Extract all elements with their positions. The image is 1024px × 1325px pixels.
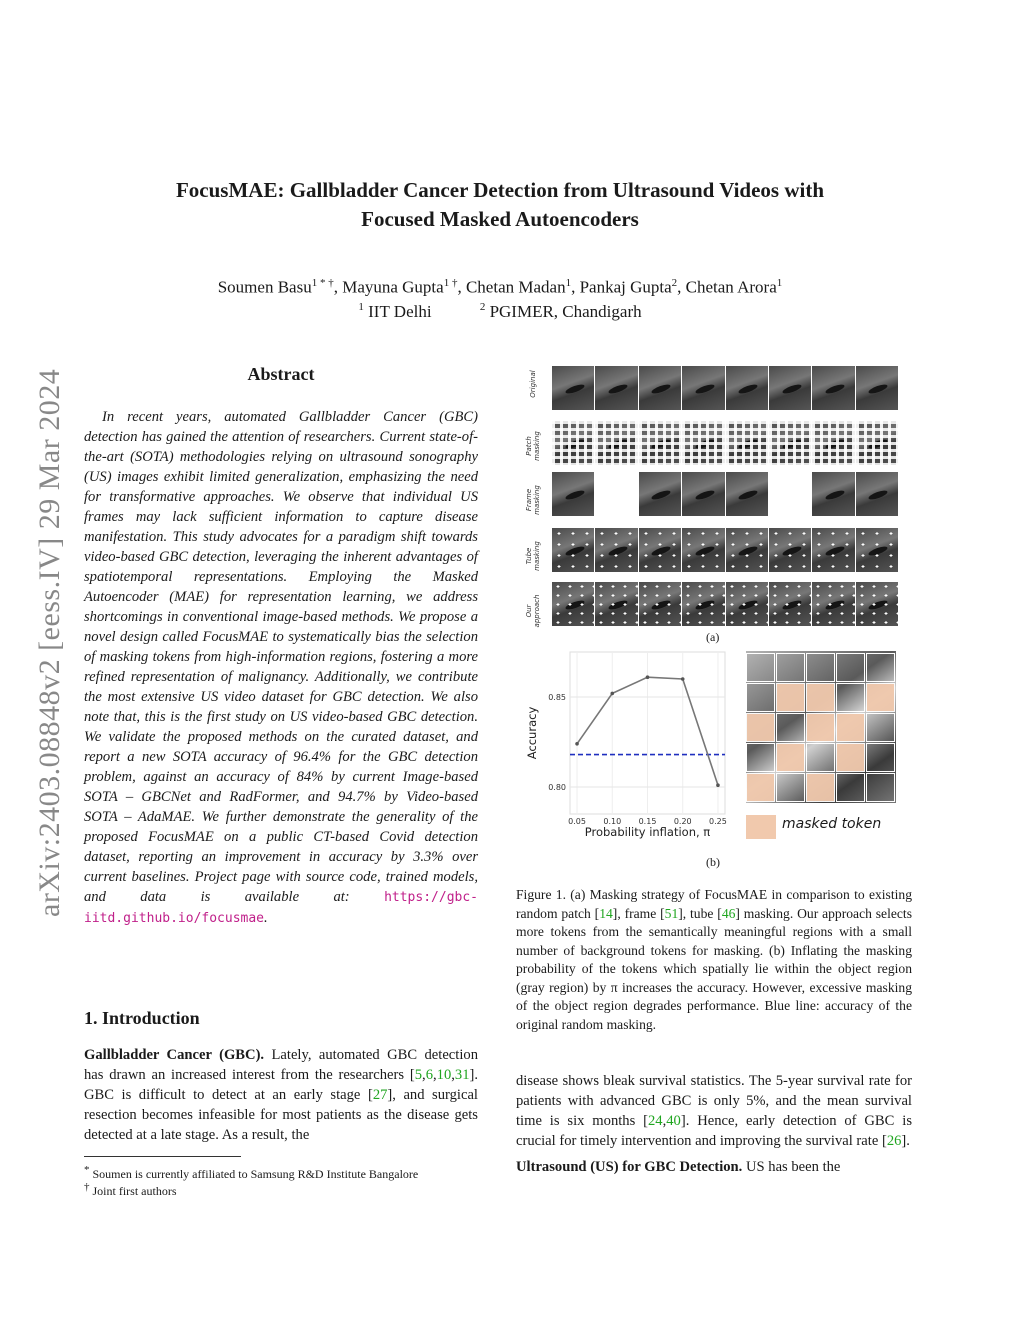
x-tick-label: 0.10: [603, 817, 622, 826]
citation-link[interactable]: 14: [599, 905, 613, 921]
abstract-body: [84, 407, 478, 929]
strip-label: Our approach: [525, 594, 541, 628]
intro-text: ]. Hence, early detection of GBC is crucial for timely intervention and improving the survival rate [: [516, 1113, 912, 1149]
title-line-1: FocusMAE: Gallbladder Cancer Detection from Ultrasound Videos with: [175, 178, 825, 202]
data-point: [681, 677, 685, 681]
title-line-2: Focused Masked Autoencoders: [361, 207, 639, 231]
frame-strip-original: [552, 366, 898, 410]
intro-text: disease shows bleak survival statistics. The 5-year survival rate for patients with advanced GBC is only 5%, and the mean survival time is six months [: [516, 1073, 912, 1129]
intro-text: ], and surgical resection becomes infeasible for most patients as the disease gets detected at a late stage. As a result, the: [84, 1087, 478, 1143]
strip-label: Patch masking: [525, 431, 541, 461]
author-sup: 1 †: [443, 277, 458, 289]
intro-paragraph: Gallbladder Cancer (GBC). Lately, automated GBC detection has drawn an increased interest from the researchers [5,6,10,31]. GBC is difficult to detect at an early stage [27], and surgical resection becomes infeasible for most patients as the disease gets detected at a late stage. As a result, the: [84, 1047, 478, 1143]
section-heading: 1. Introduction: [84, 1008, 200, 1028]
author-sup: 1: [565, 277, 572, 289]
author-name: Mayuna Gupta: [342, 277, 444, 297]
citation-link[interactable]: 6: [425, 1067, 433, 1083]
subfigure-label-b: (b): [706, 855, 720, 869]
data-point: [716, 783, 720, 787]
citation-link[interactable]: 51: [664, 905, 679, 921]
citation-link[interactable]: 24: [648, 1113, 663, 1129]
strip-label: Tube masking: [525, 541, 541, 571]
masked-token-cell: [806, 773, 835, 802]
author-name: Chetan Madan: [465, 277, 566, 297]
affiliation: [480, 296, 642, 323]
x-tick-label: 0.05: [568, 817, 586, 826]
token-cell: [746, 653, 775, 682]
x-tick-label: 0.25: [709, 817, 727, 826]
token-cell: [746, 683, 775, 712]
caption-text: Figure 1. (a) Masking strategy of FocusMAE in comparison to existing random patch [: [516, 887, 912, 921]
legend-label: masked token: [782, 816, 882, 832]
caption-text: ] masking. Our approach selects more tokens from the semantically meaningful regions with a small number of background tokens for masking. (b) Inflating the masking probability of the tokens which spatially lie within the object region (gray region) by π increases the accuracy. However, excessive masking of the object region degrades performance. Blue line: accuracy of the original random masking.: [516, 905, 912, 1032]
arxiv-identifier: arXiv:2403.08848v2 [eess.IV] 29 Mar 2024: [33, 368, 66, 917]
frame-strip-ours: [552, 582, 898, 626]
x-axis-label: Probability inflation, π: [584, 825, 711, 839]
token-cell: [776, 713, 805, 742]
footnote: [84, 1179, 177, 1199]
token-cell: [806, 743, 835, 772]
legend-swatch: [746, 815, 776, 839]
author-sup: 1: [776, 277, 783, 289]
abstract-end: .: [264, 910, 268, 926]
citation-link[interactable]: 46: [721, 905, 736, 921]
subfigure-label-a: (a): [706, 630, 720, 644]
masked-token-cell: [746, 713, 775, 742]
author-name: Soumen Basu: [217, 277, 312, 297]
token-cell: [806, 653, 835, 682]
abstract-text: In recent years, automated Gallbladder Cancer (GBC) detection has gained the attention of researchers. Current state-of-the-art (SOTA) methodologies relying on ultrasound sonography (US) images exhibit limited generalization, emphasizing the need for transformative approaches. We observe that individual US frames may lack sufficient information to capture disease manifestation. This study advocates for a paradigm shift towards video-based GBC detection, leveraging the inherent advantages of spatiotemporal representations. Employing the Masked Autoencoder (MAE) for representation learning, we address shortcomings in conventional image-based methods. We propose a novel design called FocusMAE to systematically bias the selection of masking tokens from high-information regions, fostering a more refined representation of malignancy. Additionally, we contribute the most extensive US video dataset for GBC detection. We also note that, this is the first study on US video-based GBC detection. We validate the proposed methods on the curated dataset, and report a new SOTA accuracy of 96.4% for the GBC detection problem, against an accuracy of 84% by current Image-based SOTA – GBCNet and RadFormer, and 94.7% by Video-based SOTA – AdaMAE. We further demonstrate the generality of the proposed FocusMAE on a public CT-based Covid detection dataset, reporting an improvement in accuracy by 3.3% over current baselines. Project page with source code, trained models, and data is available at:: [84, 409, 478, 905]
caption-text: ], tube [: [678, 905, 722, 921]
affiliation: [358, 296, 431, 323]
token-cell: [776, 653, 805, 682]
accuracy-chart: [520, 648, 740, 844]
abstract-heading: Abstract: [247, 364, 315, 384]
figure-1a: [516, 360, 912, 640]
figure-caption: [516, 886, 912, 1034]
token-cell: [836, 773, 865, 802]
x-tick-label: 0.20: [673, 817, 692, 826]
token-cell: [866, 773, 895, 802]
affil-sup: 2: [479, 301, 486, 313]
data-point: [575, 742, 579, 746]
intro-text: Lately, automated GBC detection has drawn an increased interest from the researchers [: [84, 1047, 478, 1083]
citation-link[interactable]: 10: [436, 1067, 452, 1083]
paragraph-lead: Gallbladder Cancer (GBC).: [84, 1047, 265, 1063]
frame-strip-frame: [552, 472, 898, 516]
strip-label: Original: [529, 370, 537, 398]
intro-text: US has been the: [742, 1159, 841, 1175]
masked-token-cell: [776, 683, 805, 712]
paper-title: [0, 176, 1000, 234]
masked-token-cell: [836, 743, 865, 772]
masked-token-cell: [806, 713, 835, 742]
citation-link[interactable]: 26: [886, 1133, 902, 1149]
token-cell: [866, 743, 895, 772]
author-name: Chetan Arora: [685, 277, 777, 297]
data-point: [610, 692, 614, 696]
x-tick-label: 0.15: [638, 817, 657, 826]
token-cell: [866, 653, 895, 682]
author-sup: 2: [671, 277, 678, 289]
affil-sup: 1: [358, 301, 364, 313]
footnote-mark: †: [84, 1181, 90, 1193]
project-link[interactable]: https://gbc-iitd.github.io/focusmae: [84, 890, 478, 926]
y-axis-label: Accuracy: [525, 706, 539, 760]
token-cell: [836, 653, 865, 682]
citation-link[interactable]: 31: [454, 1067, 470, 1083]
intro-text: ]. GBC is difficult to detect at an early stage [: [84, 1067, 478, 1103]
affil-name: PGIMER, Chandigarh: [489, 301, 642, 321]
author-name: Pankaj Gupta: [579, 277, 672, 297]
masked-token-cell: [866, 683, 895, 712]
author-sup: 1 * †: [311, 277, 334, 289]
y-tick-label: 0.80: [548, 783, 566, 792]
frame-strip-patch: [552, 421, 898, 465]
citation-link[interactable]: 5: [414, 1067, 423, 1083]
citation-link[interactable]: 27: [372, 1087, 388, 1103]
intro-text: ].: [901, 1133, 910, 1149]
frame-strip-tube: [552, 528, 898, 572]
paragraph-lead: Ultrasound (US) for GBC Detection.: [516, 1159, 743, 1175]
affiliations: [0, 296, 1000, 323]
affil-name: IIT Delhi: [368, 301, 432, 321]
masked-token-cell: [806, 683, 835, 712]
token-cell: [836, 683, 865, 712]
masked-token-cell: [746, 773, 775, 802]
author-list: Soumen Basu$^{1 * \dagger}$, Mayuna Gupta$^{1 \dagger}$, Chetan Madan$^1$, Pankaj Gupta$^2$, Chetan Arora$^1$: [217, 277, 783, 297]
footnote-rule: [84, 1156, 241, 1157]
masked-token-cell: [836, 713, 865, 742]
caption-text: ], frame [: [612, 905, 665, 921]
intro-paragraph-continued: disease shows bleak survival statistics. The 5-year survival rate for patients with advanced GBC is only 5%, and the mean survival time is six months [24,40]. Hence, early detection of GBC is crucial for timely intervention and improving the survival rate [26]. Ultrasound (US) for GBC Detection. US has been the: [516, 1073, 912, 1175]
masked-token-cell: [776, 743, 805, 772]
strip-label: Frame masking: [525, 485, 541, 515]
token-cell: [746, 743, 775, 772]
footnote-mark: *: [84, 1164, 90, 1176]
token-cell: [776, 773, 805, 802]
footnote-text: Joint first authors: [92, 1184, 177, 1198]
citation-link[interactable]: 40: [666, 1113, 681, 1129]
footnote-text: Soumen is currently affiliated to Samsung R&D Institute Bangalore: [92, 1167, 419, 1181]
y-tick-label: 0.85: [548, 693, 566, 702]
token-cell: [866, 713, 895, 742]
data-point: [646, 675, 650, 679]
